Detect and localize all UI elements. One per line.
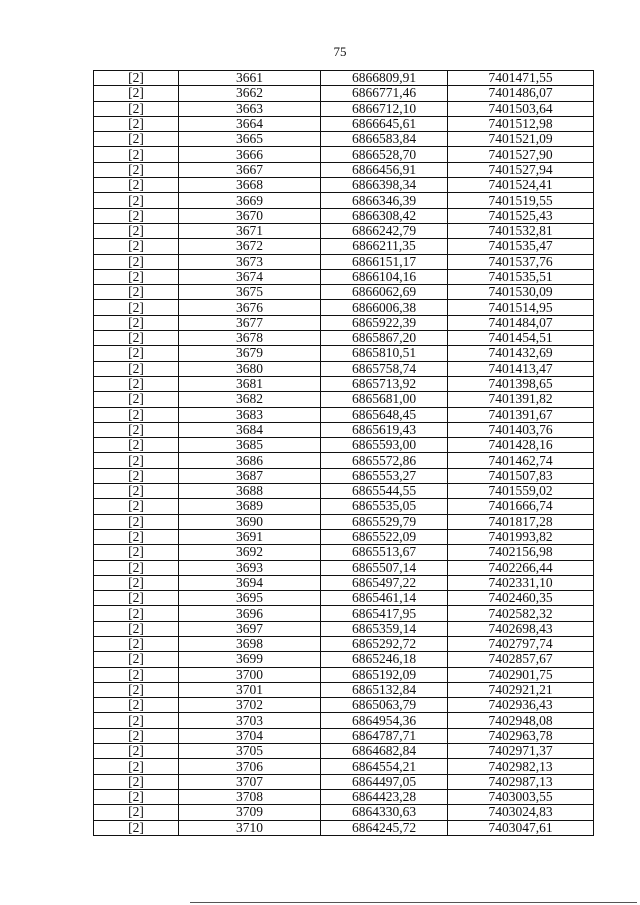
point-number-cell: 3683: [179, 407, 321, 422]
zone-cell: [2]: [94, 132, 179, 147]
y-coordinate-cell: 7402901,75: [448, 667, 594, 682]
zone-cell: [2]: [94, 162, 179, 177]
zone-cell: [2]: [94, 468, 179, 483]
zone-cell: [2]: [94, 606, 179, 621]
zone-cell: [2]: [94, 254, 179, 269]
y-coordinate-cell: 7403024,83: [448, 805, 594, 820]
point-number-cell: 3689: [179, 499, 321, 514]
point-number-cell: 3696: [179, 606, 321, 621]
y-coordinate-cell: 7402331,10: [448, 575, 594, 590]
x-coordinate-cell: 6864497,05: [321, 774, 448, 789]
point-number-cell: 3706: [179, 759, 321, 774]
x-coordinate-cell: 6865522,09: [321, 529, 448, 544]
point-number-cell: 3664: [179, 116, 321, 131]
y-coordinate-cell: 7401525,43: [448, 208, 594, 223]
table-row: [94, 728, 594, 743]
table-row: [94, 147, 594, 162]
x-coordinate-cell: 6864245,72: [321, 820, 448, 835]
point-number-cell: 3684: [179, 422, 321, 437]
y-coordinate-cell: 7401535,51: [448, 269, 594, 284]
table-row: [94, 606, 594, 621]
y-coordinate-cell: 7401484,07: [448, 315, 594, 330]
x-coordinate-cell: 6865810,51: [321, 346, 448, 361]
x-coordinate-cell: 6866645,61: [321, 116, 448, 131]
x-coordinate-cell: 6866809,91: [321, 71, 448, 86]
x-coordinate-cell: 6865192,09: [321, 667, 448, 682]
zone-cell: [2]: [94, 560, 179, 575]
table-row: [94, 178, 594, 193]
y-coordinate-cell: 7401403,76: [448, 422, 594, 437]
table-row: [94, 744, 594, 759]
x-coordinate-cell: 6865572,86: [321, 453, 448, 468]
table-row: [94, 438, 594, 453]
x-coordinate-cell: 6865417,95: [321, 606, 448, 621]
point-number-cell: 3700: [179, 667, 321, 682]
point-number-cell: 3671: [179, 223, 321, 238]
y-coordinate-cell: 7402797,74: [448, 636, 594, 651]
y-coordinate-cell: 7401666,74: [448, 499, 594, 514]
point-number-cell: 3702: [179, 698, 321, 713]
zone-cell: [2]: [94, 621, 179, 636]
x-coordinate-cell: 6866346,39: [321, 193, 448, 208]
table-row: [94, 361, 594, 376]
y-coordinate-cell: 7401462,74: [448, 453, 594, 468]
table-row: [94, 621, 594, 636]
table-row: [94, 376, 594, 391]
point-number-cell: 3685: [179, 438, 321, 453]
x-coordinate-cell: 6865535,05: [321, 499, 448, 514]
point-number-cell: 3690: [179, 514, 321, 529]
point-number-cell: 3672: [179, 239, 321, 254]
table-row: [94, 315, 594, 330]
y-coordinate-cell: 7401471,55: [448, 71, 594, 86]
zone-cell: [2]: [94, 453, 179, 468]
point-number-cell: 3678: [179, 331, 321, 346]
point-number-cell: 3705: [179, 744, 321, 759]
zone-cell: [2]: [94, 86, 179, 101]
x-coordinate-cell: 6865063,79: [321, 698, 448, 713]
x-coordinate-cell: 6866151,17: [321, 254, 448, 269]
point-number-cell: 3688: [179, 484, 321, 499]
y-coordinate-cell: 7401398,65: [448, 376, 594, 391]
x-coordinate-cell: 6865359,14: [321, 621, 448, 636]
y-coordinate-cell: 7402921,21: [448, 682, 594, 697]
zone-cell: [2]: [94, 422, 179, 437]
point-number-cell: 3693: [179, 560, 321, 575]
x-coordinate-cell: 6865461,14: [321, 591, 448, 606]
y-coordinate-cell: 7402948,08: [448, 713, 594, 728]
point-number-cell: 3680: [179, 361, 321, 376]
table-row: [94, 239, 594, 254]
x-coordinate-cell: 6865648,45: [321, 407, 448, 422]
zone-cell: [2]: [94, 392, 179, 407]
table-row: [94, 468, 594, 483]
point-number-cell: 3708: [179, 789, 321, 804]
x-coordinate-cell: 6865507,14: [321, 560, 448, 575]
table-row: [94, 422, 594, 437]
y-coordinate-cell: 7402971,37: [448, 744, 594, 759]
point-number-cell: 3691: [179, 529, 321, 544]
table-row: [94, 698, 594, 713]
point-number-cell: 3662: [179, 86, 321, 101]
point-number-cell: 3669: [179, 193, 321, 208]
zone-cell: [2]: [94, 682, 179, 697]
point-number-cell: 3667: [179, 162, 321, 177]
point-number-cell: 3673: [179, 254, 321, 269]
table-row: [94, 759, 594, 774]
table-row: [94, 223, 594, 238]
table-row: [94, 820, 594, 835]
x-coordinate-cell: 6865544,55: [321, 484, 448, 499]
y-coordinate-cell: 7401559,02: [448, 484, 594, 499]
y-coordinate-cell: 7401527,90: [448, 147, 594, 162]
table-row: [94, 208, 594, 223]
table-row: [94, 575, 594, 590]
point-number-cell: 3676: [179, 300, 321, 315]
zone-cell: [2]: [94, 713, 179, 728]
point-number-cell: 3670: [179, 208, 321, 223]
x-coordinate-cell: 6864682,84: [321, 744, 448, 759]
x-coordinate-cell: 6866398,34: [321, 178, 448, 193]
table-row: [94, 636, 594, 651]
table-row: [94, 774, 594, 789]
zone-cell: [2]: [94, 667, 179, 682]
x-coordinate-cell: 6865713,92: [321, 376, 448, 391]
zone-cell: [2]: [94, 300, 179, 315]
zone-cell: [2]: [94, 315, 179, 330]
point-number-cell: 3677: [179, 315, 321, 330]
zone-cell: [2]: [94, 101, 179, 116]
table-row: [94, 86, 594, 101]
y-coordinate-cell: 7401537,76: [448, 254, 594, 269]
x-coordinate-cell: 6865292,72: [321, 636, 448, 651]
x-coordinate-cell: 6865593,00: [321, 438, 448, 453]
table-row: [94, 453, 594, 468]
y-coordinate-cell: 7401503,64: [448, 101, 594, 116]
table-row: [94, 254, 594, 269]
x-coordinate-cell: 6865529,79: [321, 514, 448, 529]
table-row: [94, 71, 594, 86]
x-coordinate-cell: 6866583,84: [321, 132, 448, 147]
zone-cell: [2]: [94, 652, 179, 667]
table-row: [94, 407, 594, 422]
zone-cell: [2]: [94, 438, 179, 453]
table-row: [94, 805, 594, 820]
zone-cell: [2]: [94, 239, 179, 254]
point-number-cell: 3701: [179, 682, 321, 697]
zone-cell: [2]: [94, 407, 179, 422]
y-coordinate-cell: 7401530,09: [448, 285, 594, 300]
table-row: [94, 484, 594, 499]
point-number-cell: 3694: [179, 575, 321, 590]
x-coordinate-cell: 6865497,22: [321, 575, 448, 590]
table-row: [94, 560, 594, 575]
point-number-cell: 3699: [179, 652, 321, 667]
point-number-cell: 3681: [179, 376, 321, 391]
x-coordinate-cell: 6866104,16: [321, 269, 448, 284]
point-number-cell: 3682: [179, 392, 321, 407]
point-number-cell: 3697: [179, 621, 321, 636]
zone-cell: [2]: [94, 591, 179, 606]
y-coordinate-cell: 7402698,43: [448, 621, 594, 636]
zone-cell: [2]: [94, 147, 179, 162]
y-coordinate-cell: 7402857,67: [448, 652, 594, 667]
table-row: [94, 193, 594, 208]
table-row: [94, 300, 594, 315]
point-number-cell: 3668: [179, 178, 321, 193]
table-row: [94, 331, 594, 346]
y-coordinate-cell: 7402582,32: [448, 606, 594, 621]
y-coordinate-cell: 7402987,13: [448, 774, 594, 789]
y-coordinate-cell: 7401524,41: [448, 178, 594, 193]
point-number-cell: 3710: [179, 820, 321, 835]
y-coordinate-cell: 7401428,16: [448, 438, 594, 453]
table-row: [94, 132, 594, 147]
zone-cell: [2]: [94, 71, 179, 86]
zone-cell: [2]: [94, 285, 179, 300]
y-coordinate-cell: 7402460,35: [448, 591, 594, 606]
y-coordinate-cell: 7402156,98: [448, 545, 594, 560]
zone-cell: [2]: [94, 346, 179, 361]
zone-cell: [2]: [94, 545, 179, 560]
table-row: [94, 789, 594, 804]
x-coordinate-cell: 6865246,18: [321, 652, 448, 667]
zone-cell: [2]: [94, 269, 179, 284]
x-coordinate-cell: 6865513,67: [321, 545, 448, 560]
zone-cell: [2]: [94, 774, 179, 789]
zone-cell: [2]: [94, 728, 179, 743]
zone-cell: [2]: [94, 178, 179, 193]
x-coordinate-cell: 6866712,10: [321, 101, 448, 116]
point-number-cell: 3707: [179, 774, 321, 789]
x-coordinate-cell: 6866211,35: [321, 239, 448, 254]
point-number-cell: 3704: [179, 728, 321, 743]
zone-cell: [2]: [94, 116, 179, 131]
x-coordinate-cell: 6864423,28: [321, 789, 448, 804]
y-coordinate-cell: 7401507,83: [448, 468, 594, 483]
x-coordinate-cell: 6865553,27: [321, 468, 448, 483]
y-coordinate-cell: 7401817,28: [448, 514, 594, 529]
table-row: [94, 269, 594, 284]
y-coordinate-cell: 7401432,69: [448, 346, 594, 361]
table-row: [94, 667, 594, 682]
x-coordinate-cell: 6865758,74: [321, 361, 448, 376]
x-coordinate-cell: 6865619,43: [321, 422, 448, 437]
point-number-cell: 3698: [179, 636, 321, 651]
y-coordinate-cell: 7402936,43: [448, 698, 594, 713]
y-coordinate-cell: 7401993,82: [448, 529, 594, 544]
coordinates-table-body: [94, 71, 594, 836]
zone-cell: [2]: [94, 575, 179, 590]
table-row: [94, 652, 594, 667]
point-number-cell: 3709: [179, 805, 321, 820]
x-coordinate-cell: 6866771,46: [321, 86, 448, 101]
y-coordinate-cell: 7402963,78: [448, 728, 594, 743]
x-coordinate-cell: 6865681,00: [321, 392, 448, 407]
table-row: [94, 514, 594, 529]
x-coordinate-cell: 6866528,70: [321, 147, 448, 162]
table-row: [94, 285, 594, 300]
y-coordinate-cell: 7402982,13: [448, 759, 594, 774]
y-coordinate-cell: 7401527,94: [448, 162, 594, 177]
zone-cell: [2]: [94, 820, 179, 835]
point-number-cell: 3692: [179, 545, 321, 560]
y-coordinate-cell: 7402266,44: [448, 560, 594, 575]
y-coordinate-cell: 7401391,67: [448, 407, 594, 422]
x-coordinate-cell: 6865867,20: [321, 331, 448, 346]
zone-cell: [2]: [94, 376, 179, 391]
x-coordinate-cell: 6866006,38: [321, 300, 448, 315]
point-number-cell: 3665: [179, 132, 321, 147]
zone-cell: [2]: [94, 193, 179, 208]
point-number-cell: 3703: [179, 713, 321, 728]
zone-cell: [2]: [94, 208, 179, 223]
y-coordinate-cell: 7401519,55: [448, 193, 594, 208]
bottom-rule: [190, 902, 637, 903]
x-coordinate-cell: 6865132,84: [321, 682, 448, 697]
page-number: 75: [333, 44, 347, 59]
zone-cell: [2]: [94, 698, 179, 713]
point-number-cell: 3666: [179, 147, 321, 162]
table-row: [94, 392, 594, 407]
point-number-cell: 3686: [179, 453, 321, 468]
x-coordinate-cell: 6864787,71: [321, 728, 448, 743]
y-coordinate-cell: 7401514,95: [448, 300, 594, 315]
x-coordinate-cell: 6864554,21: [321, 759, 448, 774]
y-coordinate-cell: 7401454,51: [448, 331, 594, 346]
point-number-cell: 3675: [179, 285, 321, 300]
zone-cell: [2]: [94, 223, 179, 238]
zone-cell: [2]: [94, 499, 179, 514]
table-row: [94, 101, 594, 116]
point-number-cell: 3674: [179, 269, 321, 284]
y-coordinate-cell: 7401512,98: [448, 116, 594, 131]
x-coordinate-cell: 6865922,39: [321, 315, 448, 330]
table-row: [94, 713, 594, 728]
point-number-cell: 3663: [179, 101, 321, 116]
zone-cell: [2]: [94, 484, 179, 499]
zone-cell: [2]: [94, 789, 179, 804]
y-coordinate-cell: 7401535,47: [448, 239, 594, 254]
y-coordinate-cell: 7401486,07: [448, 86, 594, 101]
x-coordinate-cell: 6864954,36: [321, 713, 448, 728]
point-number-cell: 3687: [179, 468, 321, 483]
table-row: [94, 162, 594, 177]
y-coordinate-cell: 7401521,09: [448, 132, 594, 147]
y-coordinate-cell: 7403047,61: [448, 820, 594, 835]
point-number-cell: 3661: [179, 71, 321, 86]
x-coordinate-cell: 6866308,42: [321, 208, 448, 223]
zone-cell: [2]: [94, 331, 179, 346]
y-coordinate-cell: 7401413,47: [448, 361, 594, 376]
point-number-cell: 3695: [179, 591, 321, 606]
y-coordinate-cell: 7401391,82: [448, 392, 594, 407]
x-coordinate-cell: 6866456,91: [321, 162, 448, 177]
table-row: [94, 591, 594, 606]
zone-cell: [2]: [94, 805, 179, 820]
point-number-cell: 3679: [179, 346, 321, 361]
zone-cell: [2]: [94, 361, 179, 376]
zone-cell: [2]: [94, 529, 179, 544]
table-row: [94, 682, 594, 697]
table-row: [94, 545, 594, 560]
x-coordinate-cell: 6866242,79: [321, 223, 448, 238]
zone-cell: [2]: [94, 636, 179, 651]
table-row: [94, 116, 594, 131]
zone-cell: [2]: [94, 744, 179, 759]
table-row: [94, 499, 594, 514]
x-coordinate-cell: 6866062,69: [321, 285, 448, 300]
coordinates-table: [93, 70, 594, 836]
y-coordinate-cell: 7401532,81: [448, 223, 594, 238]
table-row: [94, 529, 594, 544]
y-coordinate-cell: 7403003,55: [448, 789, 594, 804]
table-row: [94, 346, 594, 361]
zone-cell: [2]: [94, 514, 179, 529]
x-coordinate-cell: 6864330,63: [321, 805, 448, 820]
zone-cell: [2]: [94, 759, 179, 774]
